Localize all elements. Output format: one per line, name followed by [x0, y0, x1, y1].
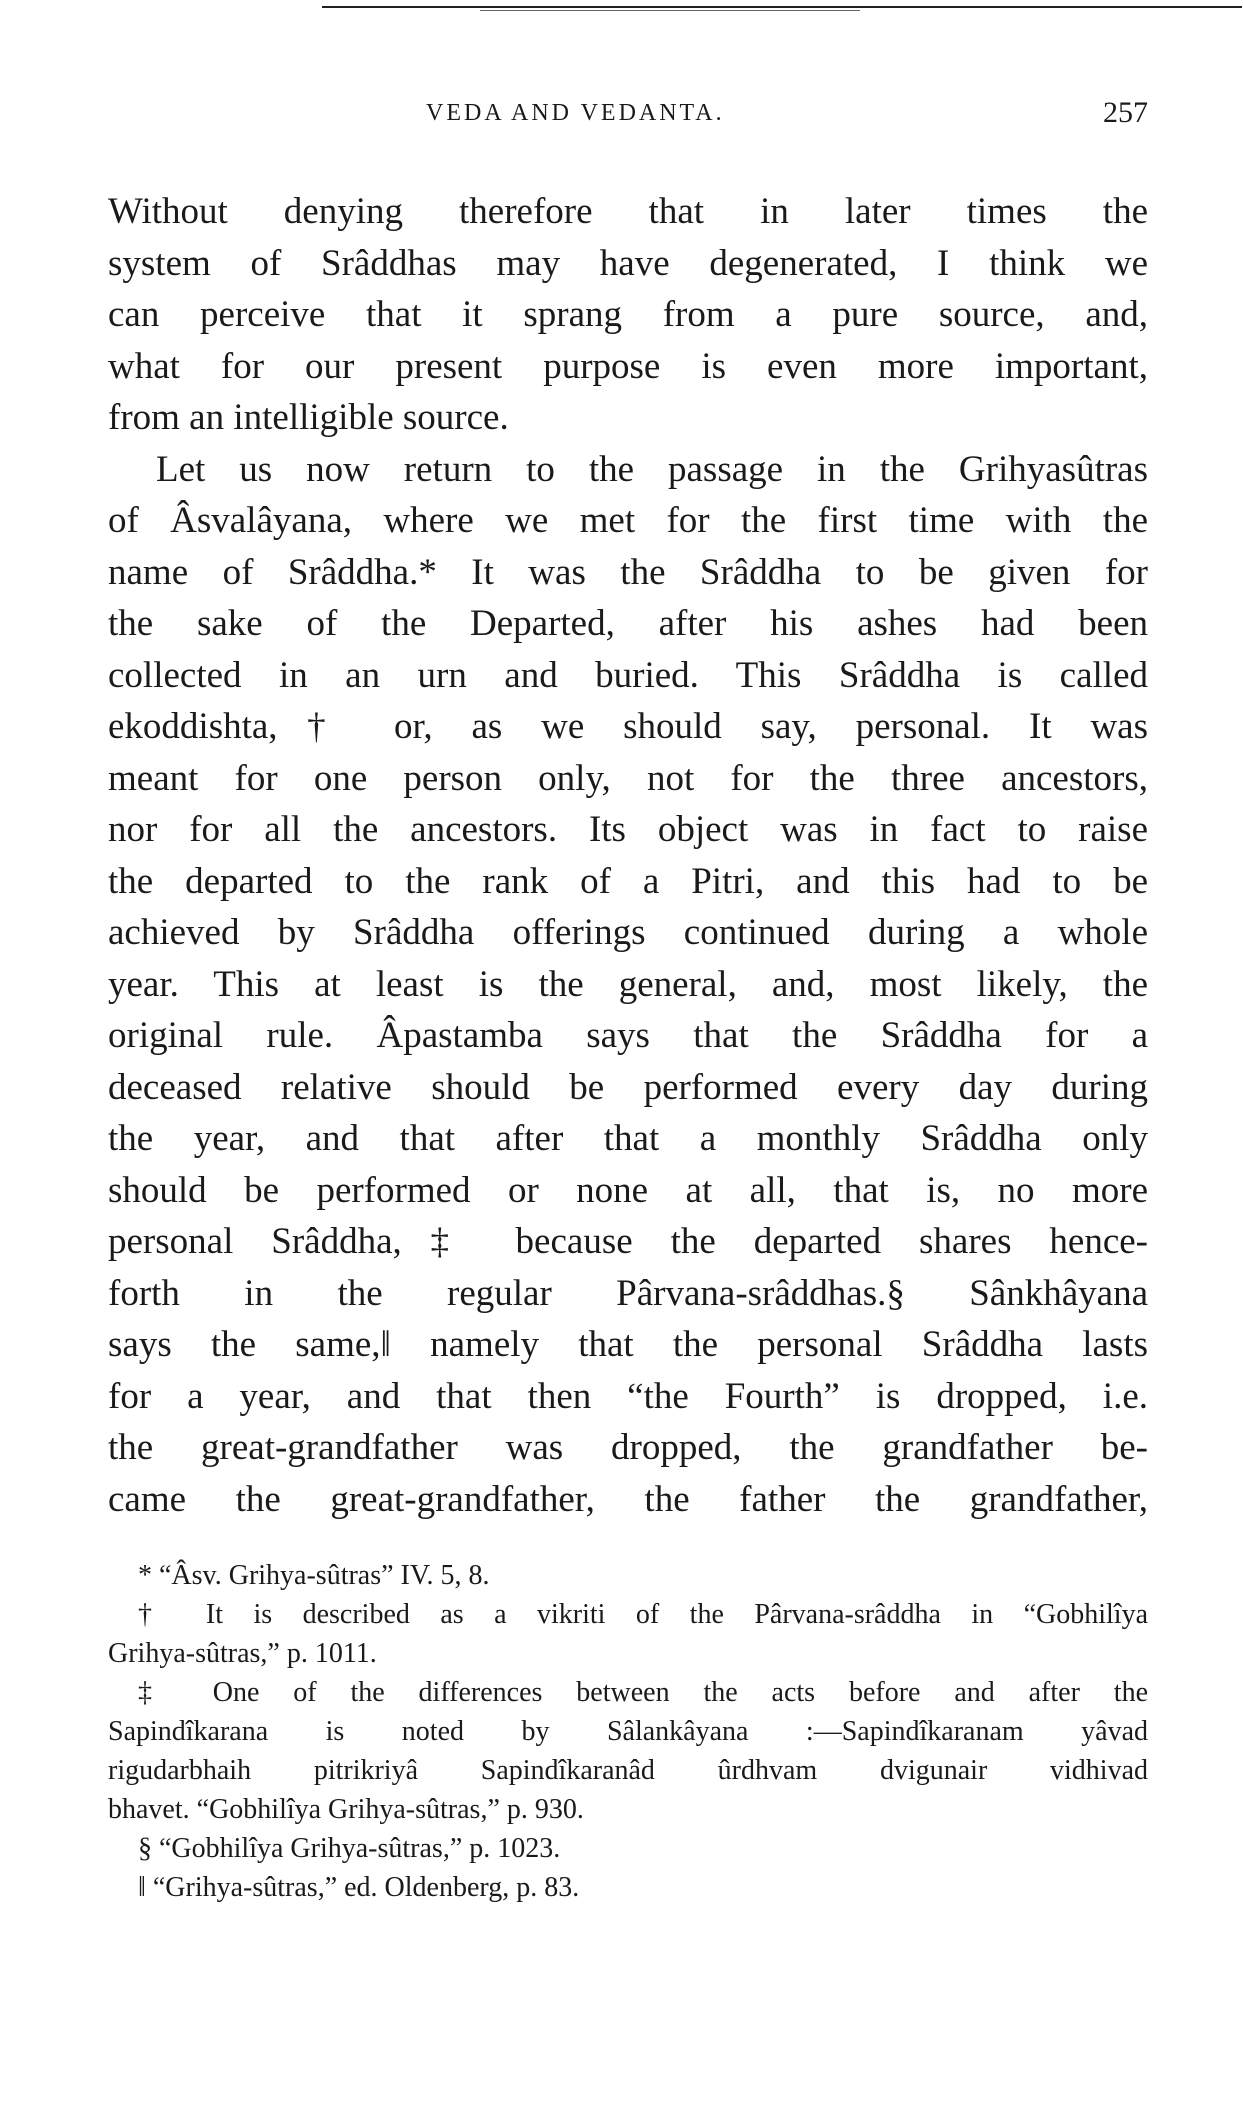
text-line: deceased relative should be performed every day during [108, 1066, 1148, 1108]
scan-edge-rule [322, 6, 1242, 8]
text-line: the departed to the rank of a Pitri, and this had to be [108, 860, 1148, 902]
footnote-line: Sapindîkarana is noted by Sâlankâyana :—Sapindîkaranam yâvad [108, 1716, 1148, 1747]
footnote-line: ‖ “Grihya-sûtras,” ed. Oldenberg, p. 83. [138, 1872, 580, 1903]
text-line: collected in an urn and buried. This Srâddha is called [108, 654, 1148, 696]
text-line: of Âsvalâyana, where we met for the first time with the [108, 500, 1148, 541]
footnote-line: rigudarbhaih pitrikriyâ Sapindîkaranâd ûrdhvam dvigunair vidhivad [108, 1755, 1148, 1786]
text-line: achieved by Srâddha offerings continued during a whole [108, 912, 1148, 953]
text-line: the year, and that after that a monthly Srâddha only [108, 1118, 1148, 1159]
text-line: Without denying therefore that in later times the [108, 191, 1148, 232]
text-line: forth in the regular Pârvana-srâddhas.§ Sânkhâyana [108, 1272, 1148, 1314]
text-line: system of Srâddhas may have degenerated, I think we [108, 242, 1148, 284]
text-line: what for our present purpose is even more important, [108, 345, 1148, 387]
text-line: Let us now return to the passage in the Grihyasûtras [156, 448, 1148, 490]
text-line: says the same,‖ namely that the personal Srâddha lasts [108, 1324, 1148, 1365]
text-line: nor for all the ancestors. Its object was in fact to raise [108, 809, 1148, 850]
text-line: original rule. Âpastamba says that the Srâddha for a [108, 1015, 1148, 1056]
footnote-line: † It is described as a vikriti of the Pârvana-srâddha in “Gobhilîya [138, 1599, 1148, 1630]
footnote-line: bhavet. “Gobhilîya Grihya-sûtras,” p. 930. [108, 1794, 584, 1825]
text-line: from an intelligible source. [108, 397, 509, 438]
text-line: came the great-grandfather, the father the grandfather, [108, 1478, 1148, 1520]
page-header [108, 96, 1148, 136]
text-line: should be performed or none at all, that is, no more [108, 1169, 1148, 1211]
page-number: 257 [1103, 96, 1148, 129]
text-line: meant for one person only, not for the three ancestors, [108, 757, 1148, 799]
running-title: VEDA AND VEDANTA. [426, 100, 725, 126]
footnote-line: § “Gobhilîya Grihya-sûtras,” p. 1023. [138, 1833, 561, 1864]
text-line: ekoddishta,† or, as we should say, personal. It was [108, 706, 1148, 747]
text-line: year. This at least is the general, and, most likely, the [108, 963, 1148, 1005]
text-line: name of Srâddha.* It was the Srâddha to be given for [108, 551, 1148, 593]
main-text [108, 186, 1148, 1525]
scan-edge-rule-secondary [480, 10, 860, 11]
text-line: the sake of the Departed, after his ashes had been [108, 603, 1148, 644]
footnotes [108, 1556, 1148, 1907]
text-line: personal Srâddha,‡ because the departed shares hence- [108, 1221, 1148, 1262]
footnote-line: ‡ One of the differences between the acts before and after the [138, 1677, 1148, 1708]
footnote-line: * “Âsv. Grihya-sûtras” IV. 5, 8. [138, 1560, 490, 1591]
footnote-line: Grihya-sûtras,” p. 1011. [108, 1638, 377, 1669]
text-line: for a year, and that then “the Fourth” is dropped, i.e. [108, 1375, 1148, 1417]
text-line: can perceive that it sprang from a pure source, and, [108, 294, 1148, 335]
text-line: the great-grandfather was dropped, the grandfather be- [108, 1427, 1148, 1468]
